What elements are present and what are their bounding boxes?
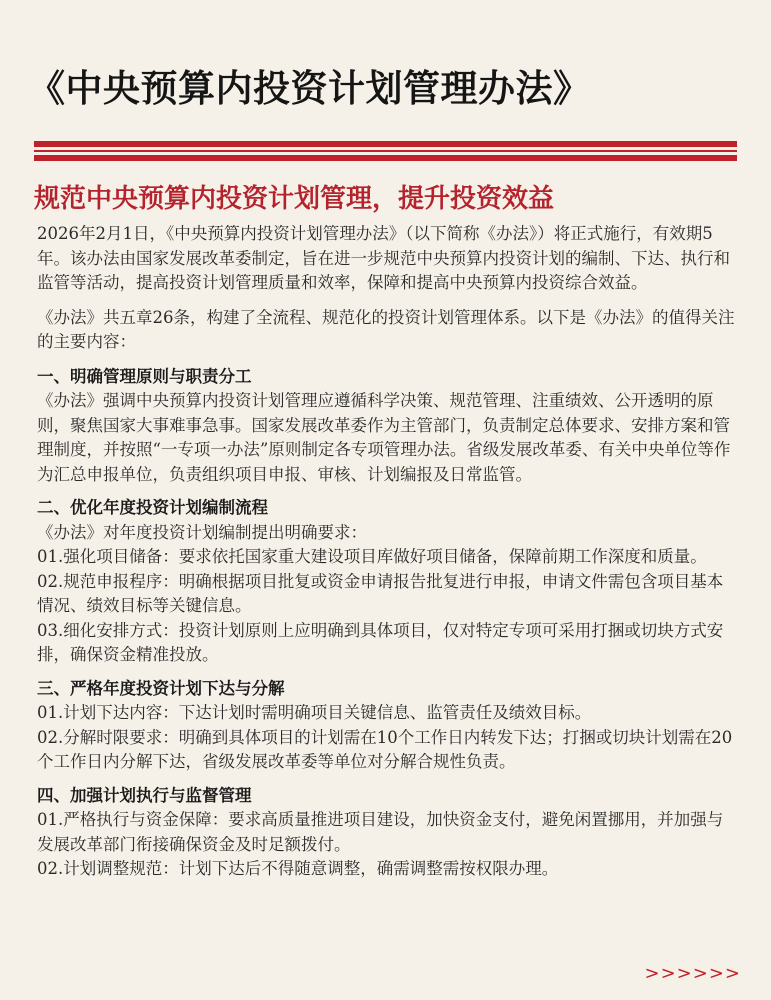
next-page-indicator: >>>>>> [644, 963, 741, 984]
section-issuance [37, 677, 737, 775]
section-text: 《办法》对年度投资计划编制提出明确要求： [37, 522, 367, 542]
section-supervision [37, 784, 737, 882]
article-body [37, 222, 737, 891]
intro-paragraph-1: 2026年2月1日，《中央预算内投资计划管理办法》（以下简称《办法》）将正式施行，有效期5年。该办法由国家发展改革委制定，旨在进一步规范中央预算内投资计划的编制、下达、执行和监管等活动，提高投资计划管理质量和效率，保障和提高中央预算内投资综合效益。 [37, 224, 730, 292]
section-item: 02.计划调整规范：计划下达后不得随意调整，确需调整需按权限办理。 [37, 859, 559, 878]
section-item: 02.规范申报程序：明确根据项目批复或资金申请报告批复进行申报，申请文件需包含项目基本情况、绩效目标等关键信息。 [37, 571, 724, 615]
intro-paragraph-2: 《办法》共五章26条，构建了全流程、规范化的投资计划管理体系。以下是《办法》的值得关注的主要内容： [37, 307, 735, 351]
divider-bar-bottom [34, 155, 737, 161]
section-heading: 二、优化年度投资计划编制流程 [37, 498, 268, 517]
document-title: 《中央预算内投资计划管理办法》 [28, 67, 591, 110]
section-item: 01.计划下达内容：下达计划时需明确项目关键信息、监管责任及绩效目标。 [37, 703, 592, 722]
divider-bar-top [34, 141, 737, 147]
section-text: 《办法》强调中央预算内投资计划管理应遵循科学决策、规范管理、注重绩效、公开透明的原则，聚焦国家大事难事急事。国家发展改革委作为主管部门，负责制定总体要求、安排方案和管理制度，并按照“一专项一办法”原则制定各专项管理办法。省级发展改革委、有关中央单位等作为汇总申报单位，负责组织项目申报、审核、计划编报及日常监管。 [37, 391, 731, 484]
section-heading: 四、加强计划执行与监督管理 [37, 785, 252, 805]
section-item: 01.强化项目储备：要求依托国家重大建设项目库做好项目储备，保障前期工作深度和质量。 [37, 547, 707, 566]
section-item: 01.严格执行与资金保障：要求高质量推进项目建设，加快资金支付，避免闲置挪用，并加强与发展改革部门衔接确保资金及时足额拨付。 [37, 810, 724, 854]
section-item: 03.细化安排方式：投资计划原则上应明确到具体项目，仅对特定专项可采用打捆或切块方式安排，确保资金精准投放。 [37, 620, 724, 664]
section-heading: 一、明确管理原则与职责分工 [37, 366, 252, 386]
section-planning [37, 496, 737, 668]
section-item: 02.分解时限要求：明确到具体项目的计划需在10个工作日内转发下达；打捆或切块计划需在20个工作日内分解下达，省级发展改革委等单位对分解合规性负责。 [37, 727, 733, 771]
document-subtitle: 规范中央预算内投资计划管理，提升投资效益 [34, 184, 555, 214]
section-heading: 三、严格年度投资计划下达与分解 [37, 678, 285, 698]
section-principles [37, 365, 737, 488]
divider-bar-middle [34, 150, 737, 152]
